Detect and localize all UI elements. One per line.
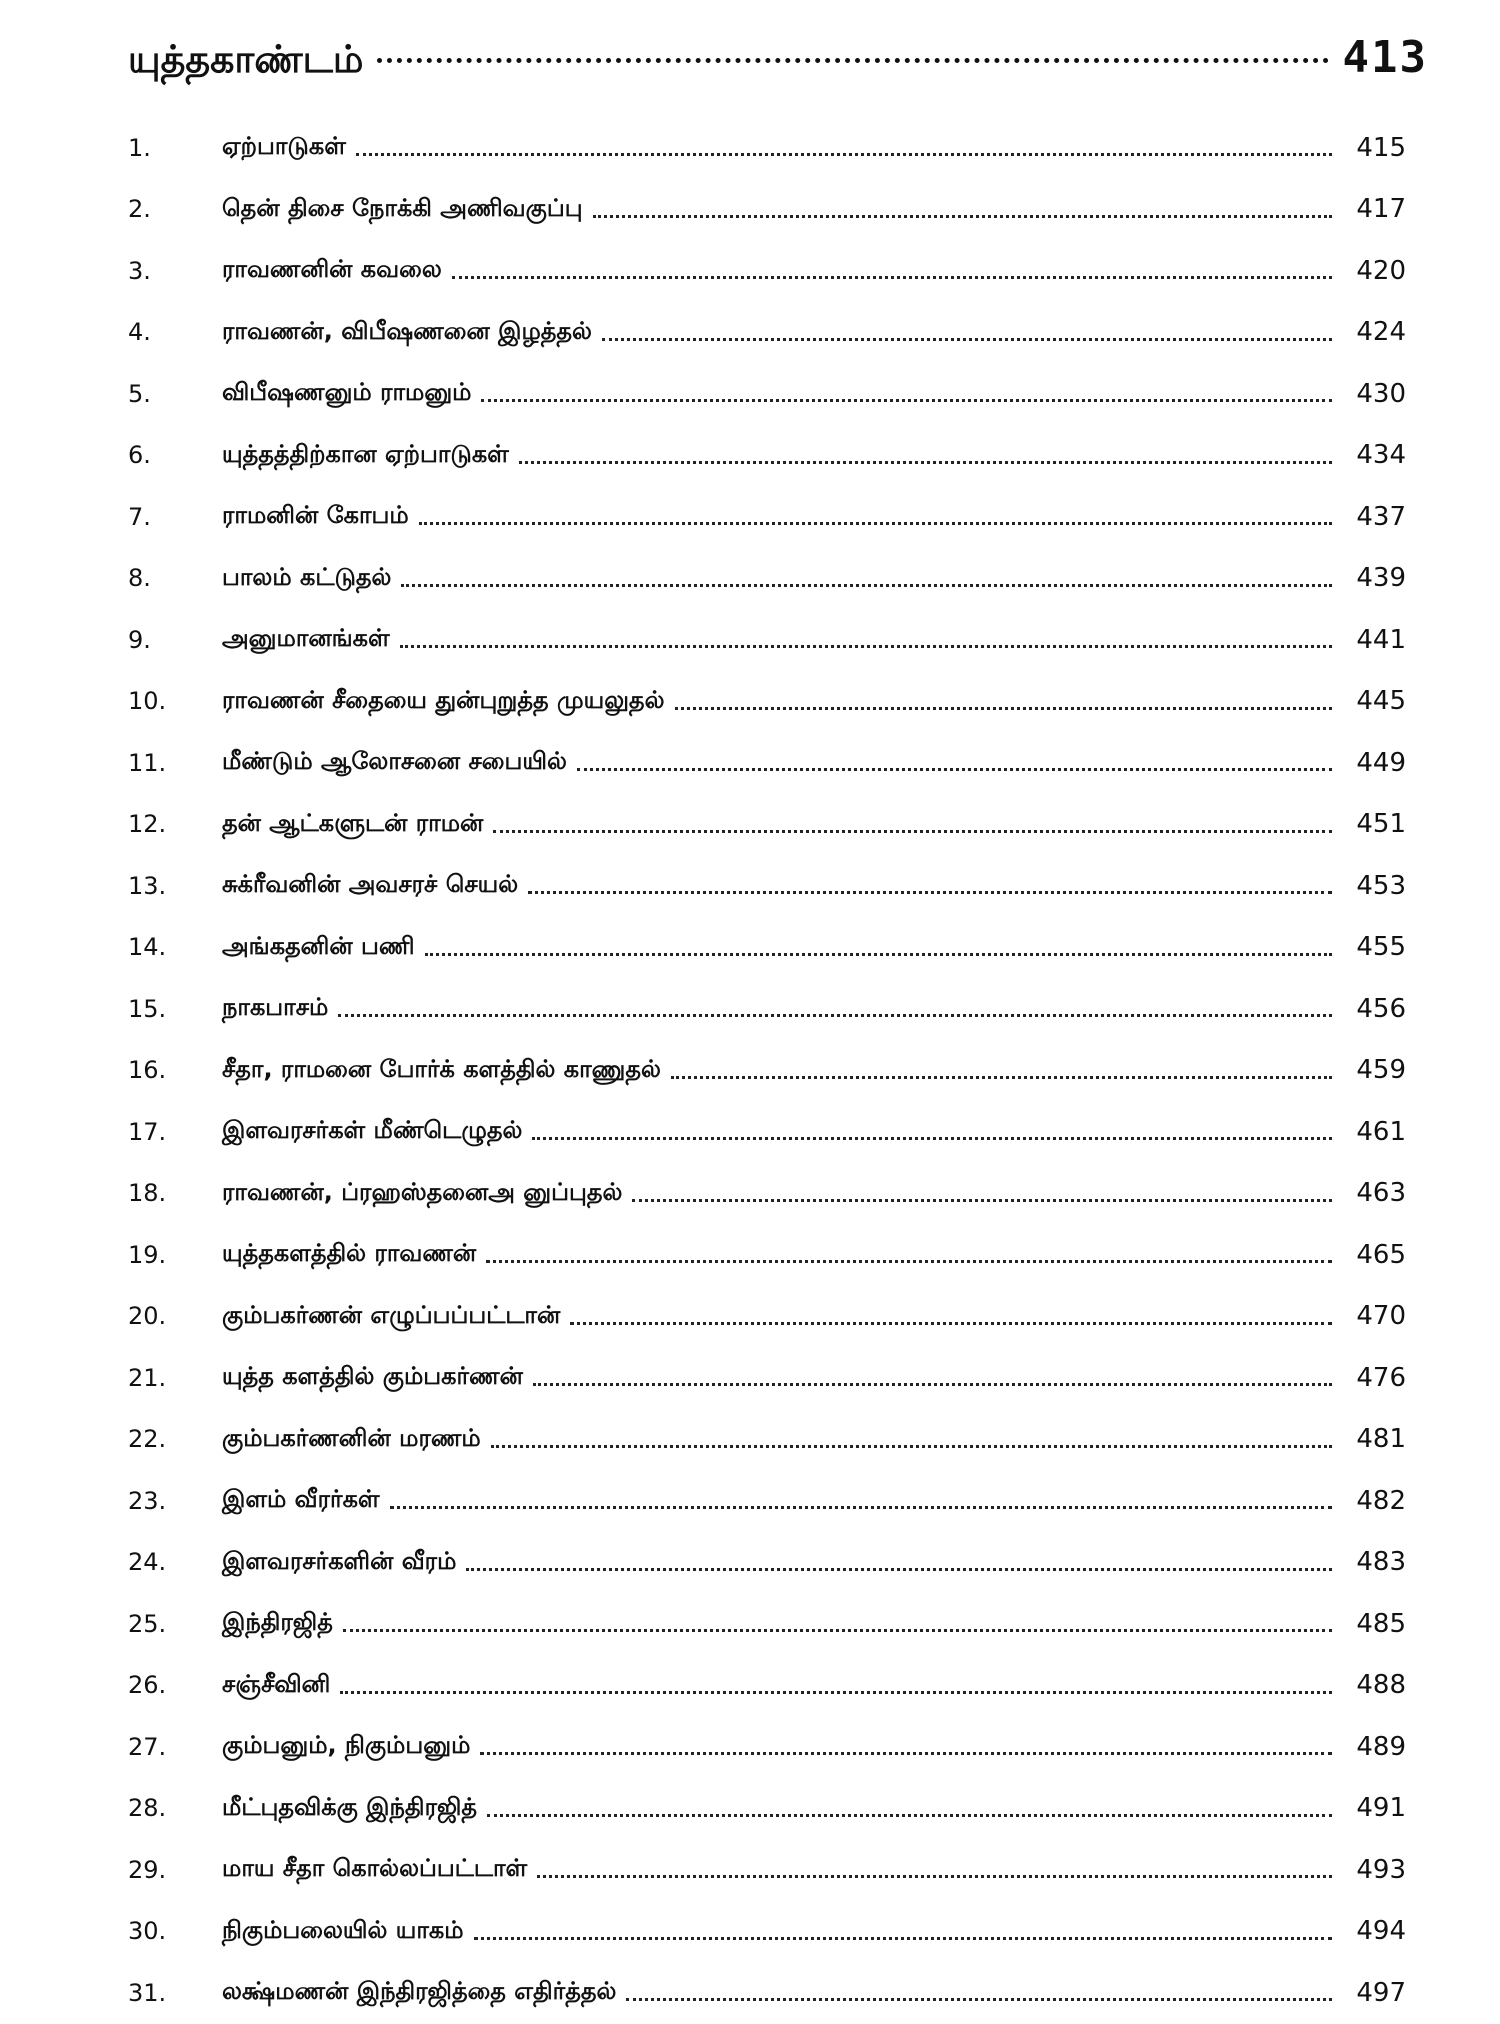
dot-leader <box>671 1076 1332 1079</box>
toc-entry <box>128 1778 1406 1840</box>
dot-leader <box>593 215 1332 218</box>
toc-entry <box>128 1409 1406 1471</box>
dot-leader <box>675 707 1333 710</box>
entry-title: ராவணனின் கவலை <box>222 255 442 284</box>
entry-number: 30. <box>128 1917 167 1946</box>
dot-leader <box>480 1752 1332 1755</box>
entry-page-number: 415 <box>1356 132 1406 163</box>
dot-leader <box>577 768 1332 771</box>
entry-page-number: 459 <box>1356 1055 1406 1086</box>
dot-leader <box>377 58 1328 63</box>
entry-number: 10. <box>128 687 167 716</box>
toc-entry <box>128 1470 1406 1532</box>
entry-page-number: 489 <box>1356 1731 1406 1762</box>
dot-leader <box>491 1445 1332 1448</box>
toc-entry <box>128 1593 1406 1655</box>
entry-page-number: 451 <box>1356 809 1406 840</box>
entry-number: 28. <box>128 1794 167 1823</box>
toc-entry <box>128 917 1406 979</box>
section-title: யுத்தகாண்டம் <box>128 37 364 81</box>
entry-page-number: 491 <box>1356 1793 1406 1824</box>
entry-page-number: 470 <box>1356 1301 1406 1332</box>
entry-title: அனுமானங்கள் <box>222 624 390 653</box>
entry-number: 4. <box>128 318 151 347</box>
dot-leader <box>532 1137 1332 1140</box>
entry-page-number: 481 <box>1356 1424 1406 1455</box>
toc-entry <box>128 1532 1406 1594</box>
toc-entry <box>128 425 1406 487</box>
entry-page-number: 463 <box>1356 1178 1406 1209</box>
dot-leader <box>481 399 1332 402</box>
entry-number: 15. <box>128 994 167 1023</box>
dot-leader <box>390 1506 1332 1509</box>
entry-page-number: 455 <box>1356 932 1406 963</box>
entry-title: ராவணன், விபீஷணனை இழத்தல் <box>222 316 592 345</box>
entry-number: 3. <box>128 256 151 285</box>
entry-title: சஞ்சீவினி <box>222 1669 331 1698</box>
toc-entry <box>128 117 1406 179</box>
entry-page-number: 476 <box>1356 1362 1406 1393</box>
entry-number: 7. <box>128 502 151 531</box>
entry-number: 29. <box>128 1855 167 1884</box>
dot-leader <box>466 1568 1332 1571</box>
toc-entry <box>128 732 1406 794</box>
entry-number: 23. <box>128 1486 167 1515</box>
toc-entry <box>128 1224 1406 1286</box>
entry-page-number: 439 <box>1356 563 1406 594</box>
entry-page-number: 437 <box>1356 501 1406 532</box>
dot-leader <box>474 1937 1332 1940</box>
dot-leader <box>519 461 1332 464</box>
entry-page-number: 420 <box>1356 255 1406 286</box>
dot-leader <box>487 1814 1332 1817</box>
entry-number: 8. <box>128 564 151 593</box>
toc-entry <box>128 1962 1406 2024</box>
dot-leader <box>401 584 1332 587</box>
toc-entry <box>128 1101 1406 1163</box>
dot-leader <box>356 153 1332 156</box>
entry-number: 27. <box>128 1732 167 1761</box>
entry-number: 18. <box>128 1179 167 1208</box>
entry-title: பாலம் கட்டுதல் <box>222 562 392 591</box>
toc-entry <box>128 855 1406 917</box>
entry-number: 21. <box>128 1363 167 1392</box>
entry-page-number: 434 <box>1356 440 1406 471</box>
entry-title: ராமனின் கோபம் <box>222 501 409 530</box>
entry-title: லக்ஷ்மணன் இந்திரஜித்தை எதிர்த்தல் <box>222 1977 617 2006</box>
entry-title: இந்திரஜித் <box>222 1608 333 1637</box>
entry-number: 19. <box>128 1240 167 1269</box>
entry-title: ஏற்பாடுகள் <box>222 132 346 161</box>
entry-number: 13. <box>128 871 167 900</box>
entry-title: யுத்தகளத்தில் ராவணன் <box>222 1239 477 1268</box>
toc-entry <box>128 671 1406 733</box>
entry-number: 17. <box>128 1117 167 1146</box>
entry-title: அங்கதனின் பணி <box>222 931 415 960</box>
entry-page-number: 445 <box>1356 686 1406 717</box>
entry-title: மீண்டும் ஆலோசனை சபையில் <box>222 747 567 776</box>
dot-leader <box>340 1691 1332 1694</box>
toc-entry <box>128 1716 1406 1778</box>
entry-number: 25. <box>128 1609 167 1638</box>
dot-leader <box>419 522 1332 525</box>
entry-title: தன் ஆட்களுடன் ராமன் <box>222 808 484 837</box>
entry-page-number: 461 <box>1356 1116 1406 1147</box>
toc-entry <box>128 1040 1406 1102</box>
dot-leader <box>533 1383 1332 1386</box>
entry-title: மீட்புதவிக்கு இந்திரஜித் <box>222 1792 478 1821</box>
dot-leader <box>528 891 1332 894</box>
entry-title: ராவணன், ப்ரஹஸ்தனைஅ னுப்புதல் <box>222 1177 623 1206</box>
entry-title: நாகபாசம் <box>222 993 329 1022</box>
section-page-number: 413 <box>1342 32 1428 83</box>
entry-number: 26. <box>128 1671 167 1700</box>
toc-entry <box>128 240 1406 302</box>
entry-title: தென் திசை நோக்கி அணிவகுப்பு <box>222 193 583 222</box>
entry-title: சீதா, ராமனை போர்க் களத்தில் காணுதல் <box>222 1054 661 1083</box>
toc-entry <box>128 1655 1406 1717</box>
toc-entry <box>128 1839 1406 1901</box>
entry-number: 12. <box>128 810 167 839</box>
dot-leader <box>570 1322 1332 1325</box>
entry-title: நிகும்பலையில் யாகம் <box>222 1915 464 1944</box>
toc-entry <box>128 609 1406 671</box>
toc-entry <box>128 548 1406 610</box>
entry-page-number: 488 <box>1356 1670 1406 1701</box>
entry-title: கும்பகர்ணனின் மரணம் <box>222 1423 481 1452</box>
entry-title: மாய சீதா கொல்லப்பட்டாள் <box>222 1854 528 1883</box>
entry-page-number: 485 <box>1356 1608 1406 1639</box>
entry-title: இளவரசர்கள் மீண்டெழுதல் <box>222 1116 523 1145</box>
entry-page-number: 449 <box>1356 747 1406 778</box>
entry-page-number: 441 <box>1356 624 1406 655</box>
entry-number: 14. <box>128 933 167 962</box>
entry-number: 9. <box>128 625 151 654</box>
entry-page-number: 430 <box>1356 378 1406 409</box>
entry-title: யுத்த களத்தில் கும்பகர்ணன் <box>222 1362 523 1391</box>
entry-number: 24. <box>128 1548 167 1577</box>
entry-title: ராவணன் சீதையை துன்புறுத்த முயலுதல் <box>222 685 665 714</box>
toc-entry <box>128 486 1406 548</box>
toc-entry <box>128 302 1406 364</box>
entry-number: 22. <box>128 1425 167 1454</box>
toc-entry <box>128 978 1406 1040</box>
entry-page-number: 453 <box>1356 870 1406 901</box>
dot-leader <box>537 1875 1332 1878</box>
entry-title: விபீஷணனும் ராமனும் <box>222 378 472 407</box>
entry-page-number: 494 <box>1356 1916 1406 1947</box>
entry-number: 16. <box>128 1056 167 1085</box>
entry-page-number: 483 <box>1356 1547 1406 1578</box>
dot-leader <box>632 1199 1332 1202</box>
section-heading <box>128 32 1428 92</box>
dot-leader <box>493 830 1332 833</box>
entry-number: 11. <box>128 748 167 777</box>
toc-entry <box>128 363 1406 425</box>
dot-leader <box>486 1260 1332 1263</box>
entry-title: இளம் வீரர்கள் <box>222 1485 380 1514</box>
toc-entry <box>128 794 1406 856</box>
entry-number: 20. <box>128 1302 167 1331</box>
entry-title: இளவரசர்களின் வீரம் <box>222 1546 457 1575</box>
toc-entry <box>128 1163 1406 1225</box>
entry-title: கும்பனும், நிகும்பனும் <box>222 1731 471 1760</box>
table-of-contents <box>128 117 1406 2024</box>
dot-leader <box>400 645 1332 648</box>
toc-entry <box>128 1901 1406 1963</box>
entry-page-number: 482 <box>1356 1485 1406 1516</box>
entry-page-number: 497 <box>1356 1977 1406 2008</box>
entry-page-number: 424 <box>1356 317 1406 348</box>
dot-leader <box>343 1629 1332 1632</box>
dot-leader <box>452 276 1332 279</box>
entry-page-number: 417 <box>1356 194 1406 225</box>
toc-entry <box>128 1286 1406 1348</box>
entry-number: 5. <box>128 379 151 408</box>
toc-entry <box>128 179 1406 241</box>
dot-leader <box>602 338 1332 341</box>
entry-title: கும்பகர்ணன் எழுப்பப்பட்டான் <box>222 1300 561 1329</box>
entry-page-number: 465 <box>1356 1239 1406 1270</box>
entry-title: யுத்தத்திற்கான ஏற்பாடுகள் <box>222 439 509 468</box>
entry-number: 2. <box>128 195 151 224</box>
entry-number: 6. <box>128 441 151 470</box>
entry-number: 1. <box>128 133 151 162</box>
dot-leader <box>338 1014 1332 1017</box>
entry-number: 31. <box>128 1978 167 2007</box>
dot-leader <box>425 953 1332 956</box>
entry-page-number: 493 <box>1356 1854 1406 1885</box>
toc-entry <box>128 1347 1406 1409</box>
entry-page-number: 456 <box>1356 993 1406 1024</box>
entry-title: சுக்ரீவனின் அவசரச் செயல் <box>222 870 519 899</box>
